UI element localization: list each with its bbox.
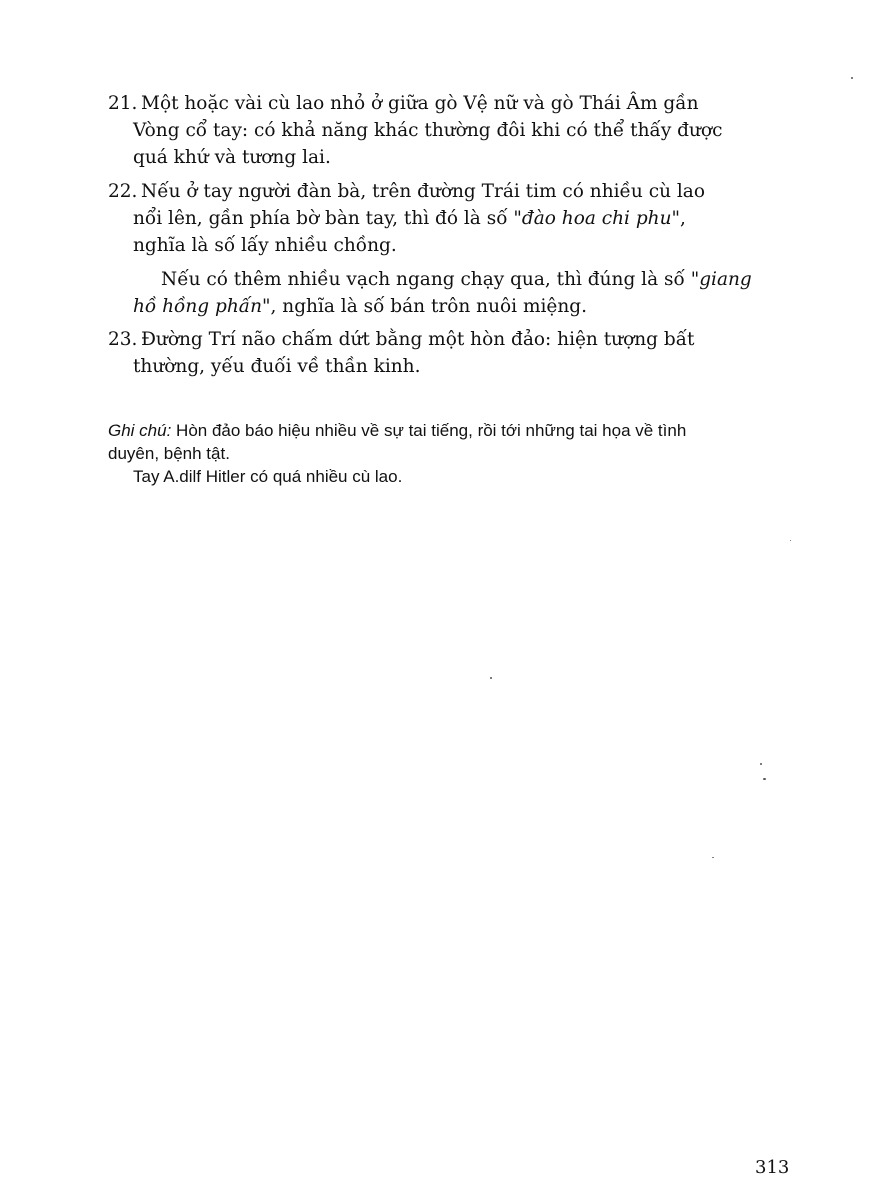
note-text-line: duyên, bệnh tật. [108,444,230,463]
item-text-line: Đường Trí não chấm dứt bằng một hòn đảo: hiện tượng bất [141,329,695,350]
italic-term: "giang [690,269,752,290]
item-number: 23. [108,329,138,350]
scan-speck [851,77,853,79]
italic-term: hồ hồng phấn" [133,296,271,317]
item-text-line: Một hoặc vài cù lao nhỏ ở giữa gò Vệ nữ và gò Thái Âm gần [141,93,699,114]
scan-speck [763,778,766,780]
scan-speck [760,763,762,765]
item-text-line: quá khứ và tương lai. [133,147,331,168]
italic-term: "đào hoa chi phu" [513,208,681,229]
item-number: 21. [108,93,138,114]
scan-speck [490,677,492,679]
item-text-line: Vòng cổ tay: có khả năng khác thường đôi khi có thể thấy được [133,120,723,141]
item-text-line: nghĩa là số lấy nhiều chồng. [133,235,397,256]
scan-speck [712,857,714,858]
note-text-line: Hòn đảo báo hiệu nhiều về sự tai tiếng, rồi tới những tai họa về tình [171,421,687,440]
list-item-22 [108,178,788,259]
list-item-21 [108,90,788,171]
item-text-line: nổi lên, gần phía bờ bàn tay, thì đó là số "đào hoa chi phu", [133,208,686,229]
list-item-23 [108,326,788,380]
item-text-line: thường, yếu đuối về thần kinh. [133,356,421,377]
note-label: Ghi chú: [108,421,172,440]
note-text-line: Tay A.dilf Hitler có quá nhiều cù lao. [133,467,403,486]
scan-speck [790,540,791,541]
item-text-line: hồ hồng phấn", nghĩa là số bán trôn nuôi miệng. [133,296,587,317]
item-text-line: Nếu có thêm nhiều vạch ngang chạy qua, thì đúng là số "giang [161,269,752,290]
item-number: 22. [108,181,138,202]
page-number: 313 [755,1157,790,1178]
item-text-line: Nếu ở tay người đàn bà, trên đường Trái tim có nhiều cù lao [141,181,705,202]
list-item-22-paragraph-2 [108,266,788,320]
note-block [108,419,808,488]
